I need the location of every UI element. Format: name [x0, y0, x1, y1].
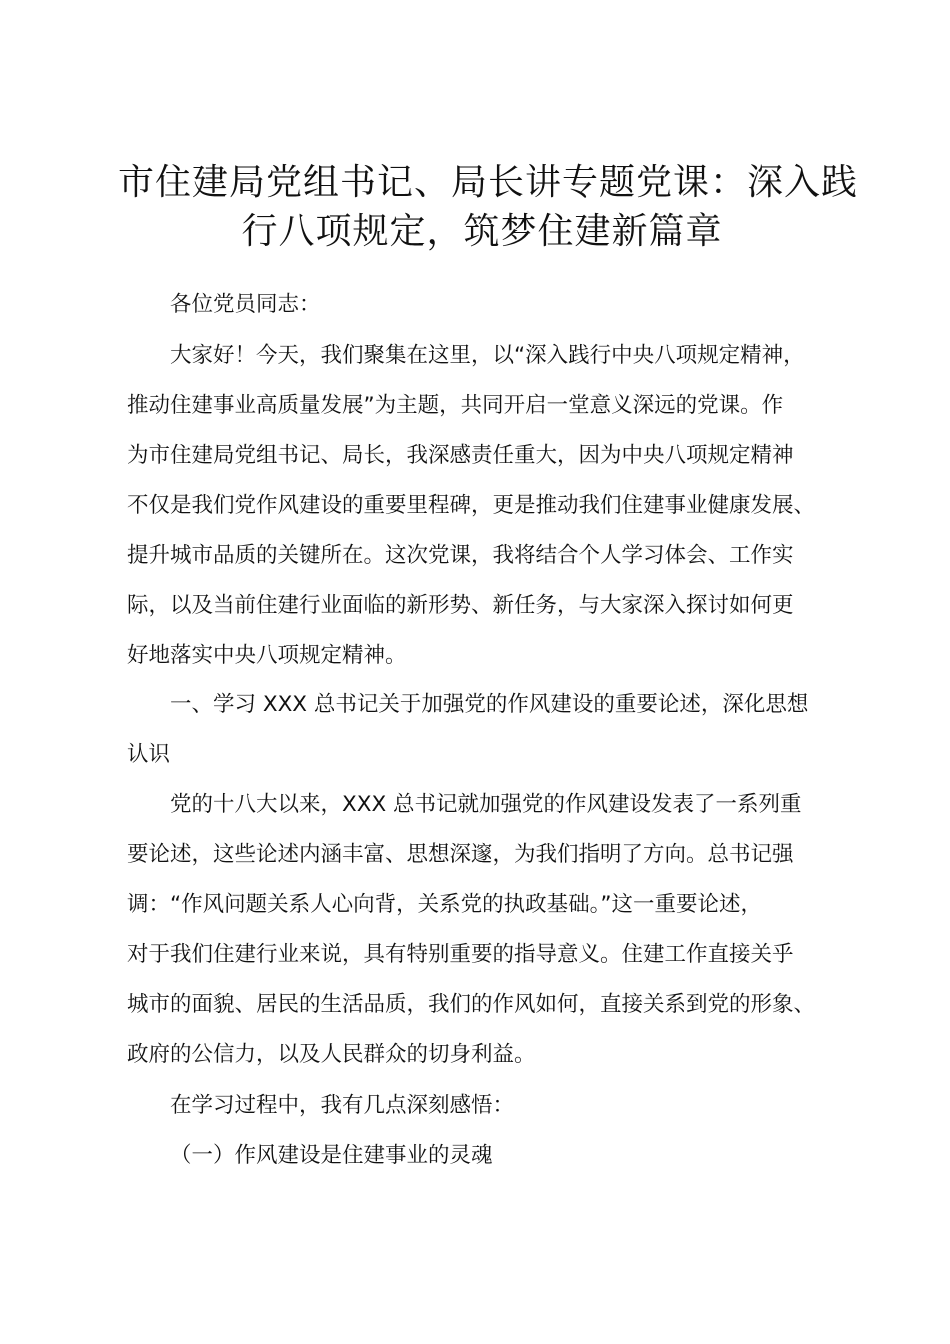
intro-paragraph [127, 331, 833, 681]
salutation [127, 280, 833, 330]
intro-line-3: 为市住建局党组书记、局长，我深感责任重大，因为中央八项规定精神 [127, 443, 794, 468]
title-line-2: 行八项规定，筑梦住建新篇章 [241, 211, 723, 252]
section-1-heading [127, 680, 833, 780]
intro-line-4: 不仅是我们党作风建设的重要里程碑，更是推动我们住建事业健康发展、 [127, 493, 816, 518]
section-1-body-line-2: 要论述，这些论述内涵丰富、思想深邃，为我们指明了方向。总书记强 [127, 842, 794, 867]
section-1-body-line-4: 对于我们住建行业来说，具有特别重要的指导意义。住建工作直接关乎 [127, 942, 794, 967]
subheading-1 [127, 1131, 833, 1181]
salutation-text: 各位党员同志： [170, 292, 321, 317]
document-title [118, 158, 859, 256]
section-1-body-line-3: 调：“作风问题关系人心向背，关系党的执政基础。”这一重要论述， [127, 892, 763, 917]
reflection-intro-text: 在学习过程中，我有几点深刻感悟： [170, 1093, 515, 1118]
intro-line-7: 好地落实中央八项规定精神。 [127, 643, 407, 668]
section-1-body [127, 780, 833, 1080]
section-1-heading-line-2: 认识 [127, 742, 171, 767]
intro-line-6: 际，以及当前住建行业面临的新形势、新任务，与大家深入探讨如何更 [127, 593, 794, 618]
section-1-body-line-6: 政府的公信力，以及人民群众的切身利益。 [127, 1042, 536, 1067]
section-1-body-line-1: 党的十八大以来，XXX 总书记就加强党的作风建设发表了一系列重 [170, 792, 802, 817]
section-1-heading-line-1: 一、学习 XXX 总书记关于加强党的作风建设的重要论述，深化思想 [170, 692, 809, 717]
title-line-1: 市住建局党组书记、局长讲专题党课：深入践 [118, 162, 859, 203]
reflection-intro [127, 1081, 833, 1131]
subheading-1-text: （一）作风建设是住建事业的灵魂 [170, 1143, 493, 1168]
intro-line-5: 提升城市品质的关键所在。这次党课，我将结合个人学习体会、工作实 [127, 543, 794, 568]
intro-line-2: 推动住建事业高质量发展”为主题，共同开启一堂意义深远的党课。作 [127, 393, 784, 418]
intro-line-1: 大家好！今天，我们聚集在这里，以“深入践行中央八项规定精神， [170, 343, 805, 368]
section-1-body-line-5: 城市的面貌、居民的生活品质，我们的作风如何，直接关系到党的形象、 [127, 992, 816, 1017]
